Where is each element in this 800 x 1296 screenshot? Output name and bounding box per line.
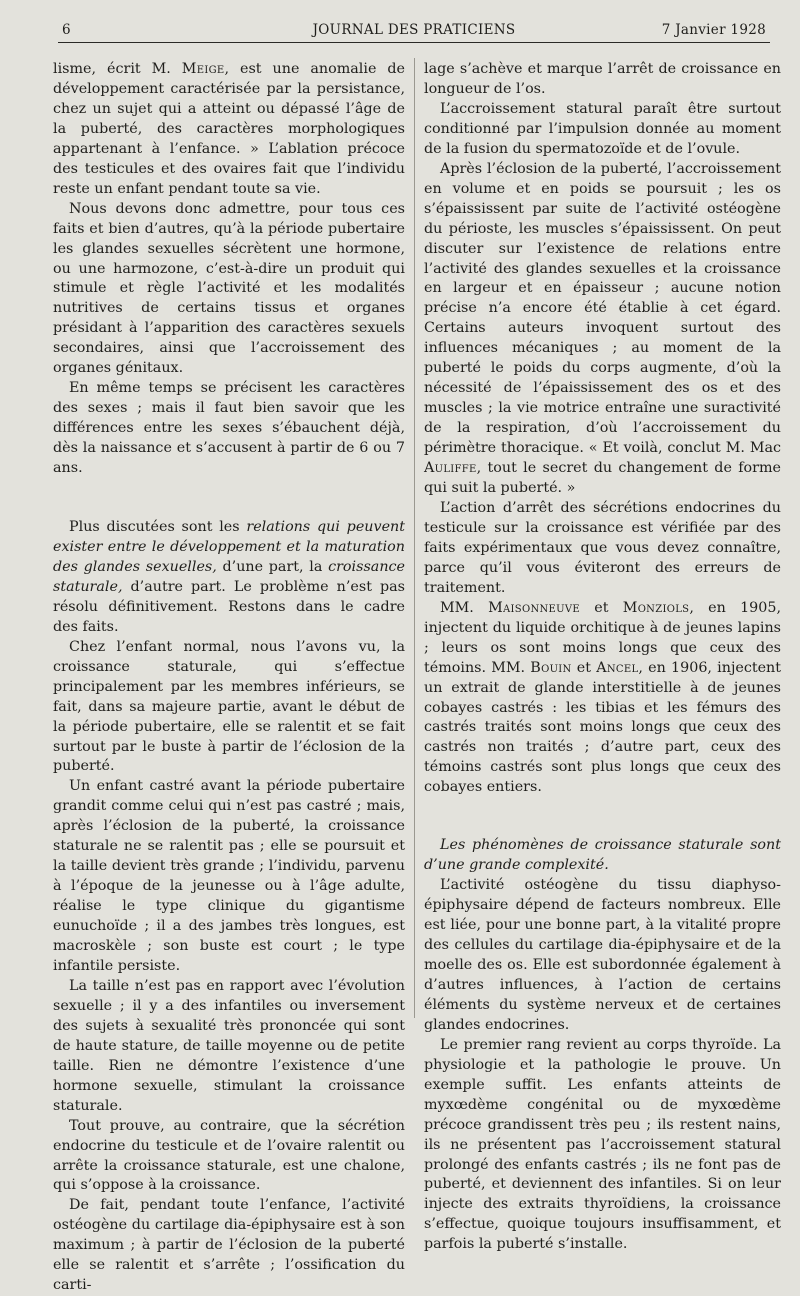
paragraph: La taille n’est pas en rapport avec l’évolution sexuelle ; il y a des infantiles ou inversement des sujets à sexualité très prononcée qui sont de haute stature, de taille moyenne ou de petite taille. Rien ne démontre l’existence d’une hormone sexuelle, stimulant la croissance staturale. — [53, 977, 405, 1114]
issue-date: 7 Janvier 1928 — [661, 22, 766, 38]
author-name: Meige — [181, 61, 225, 77]
page-number: 6 — [62, 22, 71, 38]
section-heading: Les phénomènes de croissance staturale sont d’une grande complexité. — [424, 837, 781, 874]
paragraph: Nous devons donc admettre, pour tous ces faits et bien d’autres, qu’à la période pubertaire les glandes sexuelles sécrètent une hormone, ou une harmozone, c’est-à-dire un produit qui stimule et règle l’activité et les modalités nutritives de certains tissus et organes présidant à l’apparition des caractères sexuels secondaires, ainsi que l’accroissement des organes génitaux. — [53, 200, 405, 377]
running-header — [58, 18, 770, 43]
left-column — [53, 60, 405, 1296]
paragraph: L’action d’arrêt des sécrétions endocrines du testicule sur la croissance est vérifiée par des faits expérimentaux que vous devez connaître, parce qu’il vous éviteront des erreurs de traitement. — [424, 499, 781, 596]
paragraph: En même temps se précisent les caractères des sexes ; mais il faut bien savoir que les différences entre les sexes s’ébauchent déjà, dès la naissance et s’accusent à partir de 6 ou 7 ans. — [53, 380, 405, 477]
right-column — [424, 60, 781, 1255]
paragraph: Le premier rang revient au corps thyroïde. La physiologie et la pathologie le prouve. Un exemple suffit. Les enfants atteints de myxœdème congénital ou de myxœdème précoce grandissent très peu ; ils restent nains, ils ne présentent pas l’accroissement statural prolongé des enfants castrés ; ils ne font pas de puberté, et deviennent des infantiles. Si on leur injecte des extraits thyroïdiens, la croissance s’effectue, quoique toujours insuffisamment, et parfois la puberté s’installe. — [424, 1036, 781, 1253]
paragraph: lage s’achève et marque l’arrêt de croissance en longueur de l’os. — [424, 61, 781, 97]
section-paragraph: Plus discutées sont les relations qui peuvent exister entre le développement et la maturation des glandes sexuelles, d’une part, la croissance staturale, d’autre part. Le problème n’est pas résolu définitivement. Restons dans le cadre des faits. — [53, 519, 405, 635]
author-name: Auliffe — [424, 460, 477, 477]
paragraph: Un enfant castré avant la période pubertaire grandit comme celui qui n’est pas castré ; mais, après l’éclosion de la puberté, la croissance staturale ne se ralentit pas ; elle se poursuit et la taille devient très grande ; l’individu, parvenu à l’époque de la jeunesse ou à l’âge adulte, réalise le type clinique du gigantisme eunuchoïde ; il a des jambes très longues, est macroskèle ; son buste est court ; le type infantile persiste. — [53, 778, 405, 974]
paragraph: L’accroissement statural paraît être surtout conditionné par l’impulsion donnée au moment de la fusion du spermatozoïde et de l’ovule. — [424, 100, 781, 157]
paragraph: lisme, écrit M. Meige, est une anomalie de développement caractérisée par la persistance, chez un sujet qui a atteint ou dépassé l’âge de la puberté, des caractères morphologiques appartenant à l’enfance. » L’ablation précoce des testicules et des ovaires fait que l’individu reste un enfant pendant toute sa vie. — [53, 61, 406, 197]
journal-title: JOURNAL DES PRATICIENS — [312, 22, 516, 38]
paragraph: Chez l’enfant normal, nous l’avons vu, la croissance staturale, qui s’effectue principalement par les membres inférieurs, se fait, dans sa majeure partie, avant le début de la période pubertaire, elle se ralentit et se fait surtout par le buste à partir de l’éclosion de la puberté. — [53, 638, 405, 775]
paragraph: L’activité ostéogène du tissu diaphyso-épiphysaire dépend de facteurs nombreux. Elle est liée, pour une bonne part, à la vitalité propre des cellules du cartilage dia-épiphysaire et de la moelle des os. Elle est subordonnée également à d’autres influences, à l’action de certains éléments du système nerveux et de certaines glandes endocrines. — [424, 877, 781, 1033]
paragraph: Après l’éclosion de la puberté, l’accroissement en volume et en poids se poursuit ; les os s’épaississent par suite de l’activité ostéogène du périoste, les muscles s’épaississent. On peut discuter sur l’existence de relations entre l’activité des glandes sexuelles et la croissance en largeur et en épaisseur ; aucune notion précise n’a encore été établie à cet égard. Certains auteurs invoquent surtout des influences mécaniques ; au moment de la puberté le poids du corps augmente, d’où la nécessité de l’épaississement des os et des muscles ; la vie motrice entraîne une suractivité de la respiration, d’où l’accroissement du périmètre thoracique. « Et voilà, conclut M. Mac Auliffe, tout le secret du changement de forme qui suit la puberté. » — [424, 160, 781, 497]
column-divider — [414, 58, 415, 1018]
paragraph: MM. Maisonneuve et Monziols, en 1905, injectent du liquide orchitique à de jeunes lapins ; leurs os sont moins longs que ceux des témoins. MM. Bouin et Ancel, en 1906, injectent un extrait de glande interstitielle à de jeunes cobayes castrés : les tibias et les fémurs des castrés traités sont moins longs que ceux des castrés non traités ; d’autre part, ceux des témoins castrés sont plus longs que ceux des cobayes entiers. — [424, 599, 781, 796]
paragraph: De fait, pendant toute l’enfance, l’activité ostéogène du cartilage dia-épiphysaire est à son maximum ; à partir de l’éclosion de la puberté elle se ralentit et s’arrête ; l’ossification du carti- — [53, 1197, 405, 1294]
paragraph: Tout prouve, au contraire, que la sécrétion endocrine du testicule et de l’ovaire ralentit ou arrête la croissance staturale, est une chalone, qui s’oppose à la croissance. — [53, 1117, 405, 1194]
